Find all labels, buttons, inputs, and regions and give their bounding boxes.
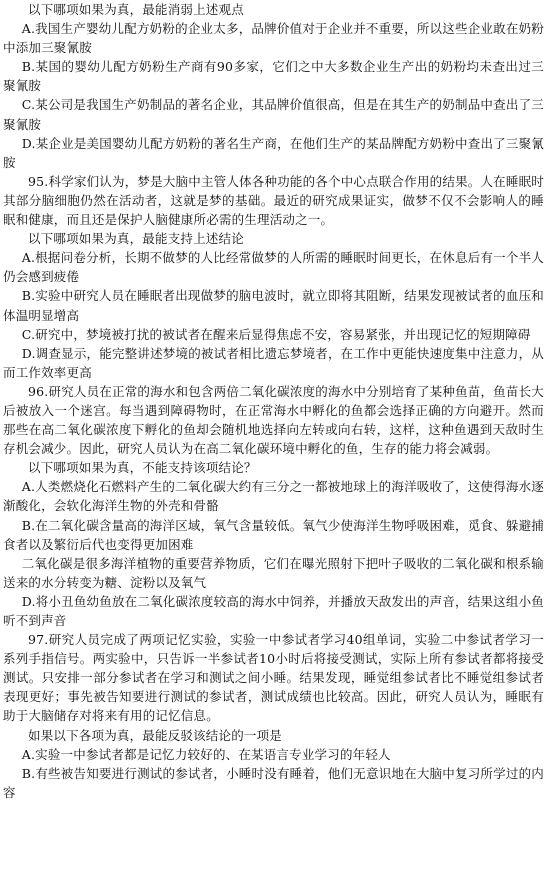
option-a: A.我国生产婴幼儿配方奶粉的企业太多，品牌价值对于企业并不重要，所以这些企业敢在奶粉中添加三聚氰胺 — [3, 21, 544, 56]
question-96: 96.研究人员在正常的海水和包含两倍二氧化碳浓度的海水中分别培育了某种鱼苗，鱼苗长大后被放入一个迷宫。每当遇到障碍物时，在正常海水中孵化的鱼都会选择正确的方向避开。然而那些在高二氧化碳浓度下孵化的鱼却会随机地选择向左转或向右转，这样，这种鱼遇到天敌时生存机会减少。因此，研究人员认为在高二氧化碳环境中孵化的鱼，生存的能力将会减弱。 — [3, 383, 544, 457]
option-a: A.人类燃烧化石燃料产生的二氧化碳大约有三分之一都被地球上的海洋吸收了，这使得海水逐渐酸化，会软化海洋生物的外壳和骨骼 — [3, 479, 544, 514]
option-d: D.将小丑鱼幼鱼放在二氧化碳浓度较高的海水中饲养，并播放天敌发出的声音，结果这组小鱼听不到声音 — [3, 593, 544, 628]
question-stem: 以下哪项如果为真，最能消弱上述观点 — [28, 2, 244, 17]
option-c: C.研究中，梦境被打扰的被试者在醒来后显得焦虑不安，容易紧张，并出现记忆的短期障碍 — [21, 326, 531, 342]
option-a: A.实验一中参试者都是记忆力较好的、在某语言专业学习的年轻人 — [21, 746, 391, 762]
option-b: B.在二氧化碳含量高的海洋区域，氧气含量较低。氧气少使海洋生物呼吸困难，觅食、躲避捕食者以及繁衍后代也变得更加困难 — [3, 517, 544, 552]
option-a: A.根据问卷分析，长期不做梦的人比经常做梦的人所需的睡眠时间更长，在休息后有一个半人仍会感到疲倦 — [3, 250, 544, 285]
option-b: B.某国的婴幼儿配方奶粉生产商有90多家，它们之中大多数企业生产出的奶粉均未查出过三聚氰胺 — [3, 59, 544, 94]
option-c: 二氧化碳是很多海洋植物的重要营养物质，它们在曝光照射下把叶子吸收的二氧化碳和根系输送来的水分转变为糖、淀粉以及氧气 — [3, 555, 544, 590]
option-d: D.调查显示，能完整讲述梦境的被试者相比遗忘梦境者，在工作中更能快速度集中注意力，从而工作效率更高 — [3, 345, 544, 380]
question-96-stem: 以下哪项如果为真，不能支持该项结论？ — [28, 460, 257, 476]
question-97: 97.研究人员完成了两项记忆实验，实验一中参试者学习40组单词，实验二中参试者学习一系列手指信号。两实验中，只告诉一半参试者10小时后将接受测试，实际上所有参试者都将接受测试。只安排一部分参试者在学习和测试之间小睡。结果发现，睡觉组参试者比不睡觉组参试者表现更好；事先被告知要进行测试的参试者，测试成绩也比较高。因此，研究人员认为，睡眠有助于大脑储存对将来有用的记忆信息。 — [3, 632, 544, 724]
question-97-stem: 如果以下各项为真，最能反驳该结论的一项是 — [28, 727, 283, 743]
question-95-stem: 以下哪项如果为真，最能支持上述结论 — [28, 231, 244, 247]
option-c: C.某公司是我国生产奶制品的著名企业，其品牌价值很高，但是在其生产的奶制品中查出了三聚氰胺 — [3, 97, 544, 132]
option-d: D.某企业是美国婴幼儿配方奶粉的著名生产商，在他们生产的某品牌配方奶粉中查出了三聚氰胺 — [3, 135, 544, 170]
option-b: B.实验中研究人员在睡眠者出现做梦的脑电波时，就立即将其阻断，结果发现被试者的血压和体温明显增高 — [3, 288, 544, 323]
question-95: 95.科学家们认为，梦是大脑中主管人体各种功能的各个中心点联合作用的结果。人在睡眠时其部分脑细胞仍然在活动者，这就是梦的基础。最近的研究成果证实，做梦不仅不会影响人的睡眠和健康，而且还是保护人脑健康所必需的生理活动之一。 — [3, 173, 544, 228]
option-b: B.有些被告知要进行测试的参试者，小睡时没有睡着，他们无意识地在大脑中复习所学过的内容 — [3, 765, 544, 800]
